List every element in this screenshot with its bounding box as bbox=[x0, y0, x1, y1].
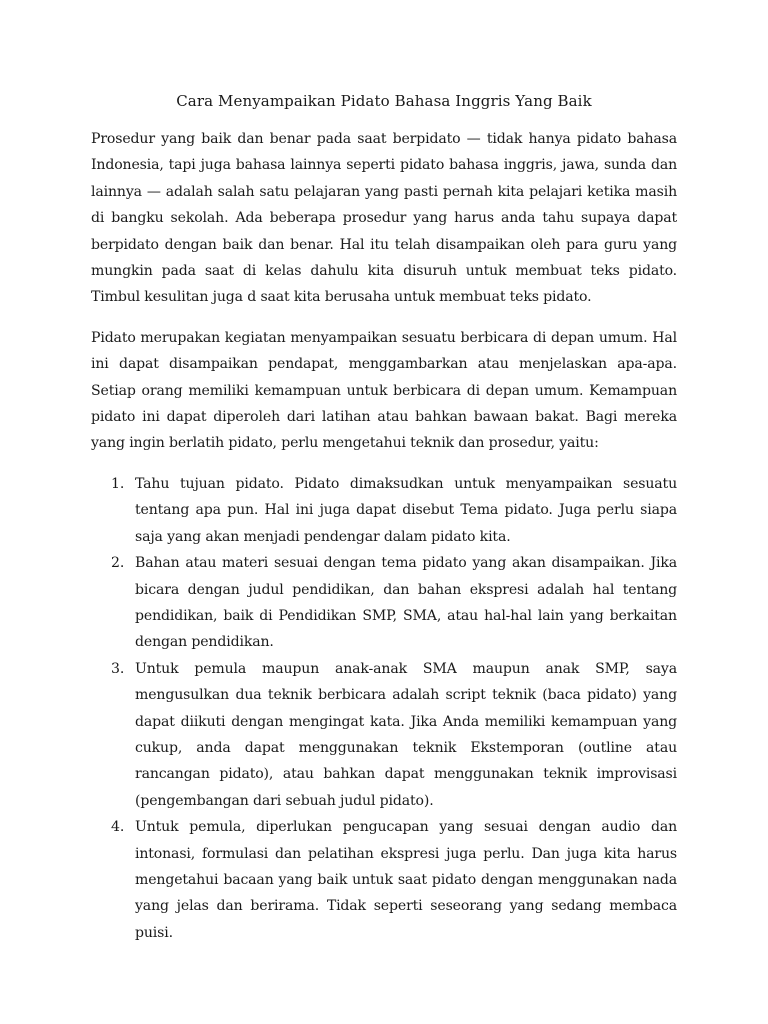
list-item-text: Tahu tujuan pidato. Pidato dimaksudkan untuk menyampaikan sesuatu tentang apa pun. Hal ini juga dapat disebut Tema pidato. Juga perlu siapa saja yang akan menjadi pendengar dalam pidato kita. bbox=[135, 475, 677, 545]
list-item-text: Untuk pemula, diperlukan pengucapan yang sesuai dengan audio dan intonasi, formulasi dan pelatihan ekspresi juga perlu. Dan juga kita harus mengetahui bacaan yang baik untuk saat pidato dengan menggunakan nada yang jelas dan berirama. Tidak seperti seseorang yang sedang membaca puisi. bbox=[135, 819, 677, 941]
list-item bbox=[91, 471, 677, 550]
document-title: Cara Menyampaikan Pidato Bahasa Inggris Yang Baik bbox=[176, 92, 592, 110]
list-item-number: 3. bbox=[111, 660, 125, 677]
list-item-text: Untuk pemula maupun anak-anak SMA maupun anak SMP, saya mengusulkan dua teknik berbicara adalah script teknik (baca pidato) yang dapat diikuti dengan mengingat kata. Jika Anda memiliki kemampuan yang cukup, anda dapat menggunakan teknik Ekstemporan (outline atau rancangan pidato), atau bahkan dapat menggunakan teknik improvisasi (pengembangan dari sebuah judul pidato). bbox=[135, 660, 677, 809]
list-item bbox=[91, 814, 677, 946]
procedure-list bbox=[91, 471, 677, 946]
paragraph-intro: Prosedur yang baik dan benar pada saat berpidato — tidak hanya pidato bahasa Indonesia, tapi juga bahasa lainnya seperti pidato bahasa inggris, jawa, sunda dan lainnya — adalah salah satu pelajaran yang pasti pernah kita pelajari ketika masih di bangku sekolah. Ada beberapa prosedur yang harus anda tahu supaya dapat berpidato dengan baik dan benar. Hal itu telah disampaikan oleh para guru yang mungkin pada saat di kelas dahulu kita disuruh untuk membuat teks pidato. Timbul kesulitan juga d saat kita berusaha untuk membuat teks pidato. bbox=[91, 131, 677, 306]
list-item bbox=[91, 656, 677, 814]
document-page bbox=[91, 90, 677, 946]
list-item-text: Bahan atau materi sesuai dengan tema pidato yang akan disampaikan. Jika bicara dengan judul pendidikan, dan bahan ekspresi adalah hal tentang pendidikan, baik di Pendidikan SMP, SMA, atau hal-hal lain yang berkaitan dengan pendidikan. bbox=[135, 555, 677, 651]
list-item bbox=[91, 550, 677, 656]
list-item-number: 4. bbox=[111, 819, 125, 836]
paragraph-definition: Pidato merupakan kegiatan menyampaikan sesuatu berbicara di depan umum. Hal ini dapat disampaikan pendapat, menggambarkan atau menjelaskan apa-apa. Setiap orang memiliki kemampuan untuk berbicara di depan umum. Kemampuan pidato ini dapat diperoleh dari latihan atau bahkan bawaan bakat. Bagi mereka yang ingin berlatih pidato, perlu mengetahui teknik dan prosedur, yaitu: bbox=[91, 329, 677, 452]
list-item-number: 1. bbox=[111, 475, 125, 492]
list-item-number: 2. bbox=[111, 555, 125, 572]
